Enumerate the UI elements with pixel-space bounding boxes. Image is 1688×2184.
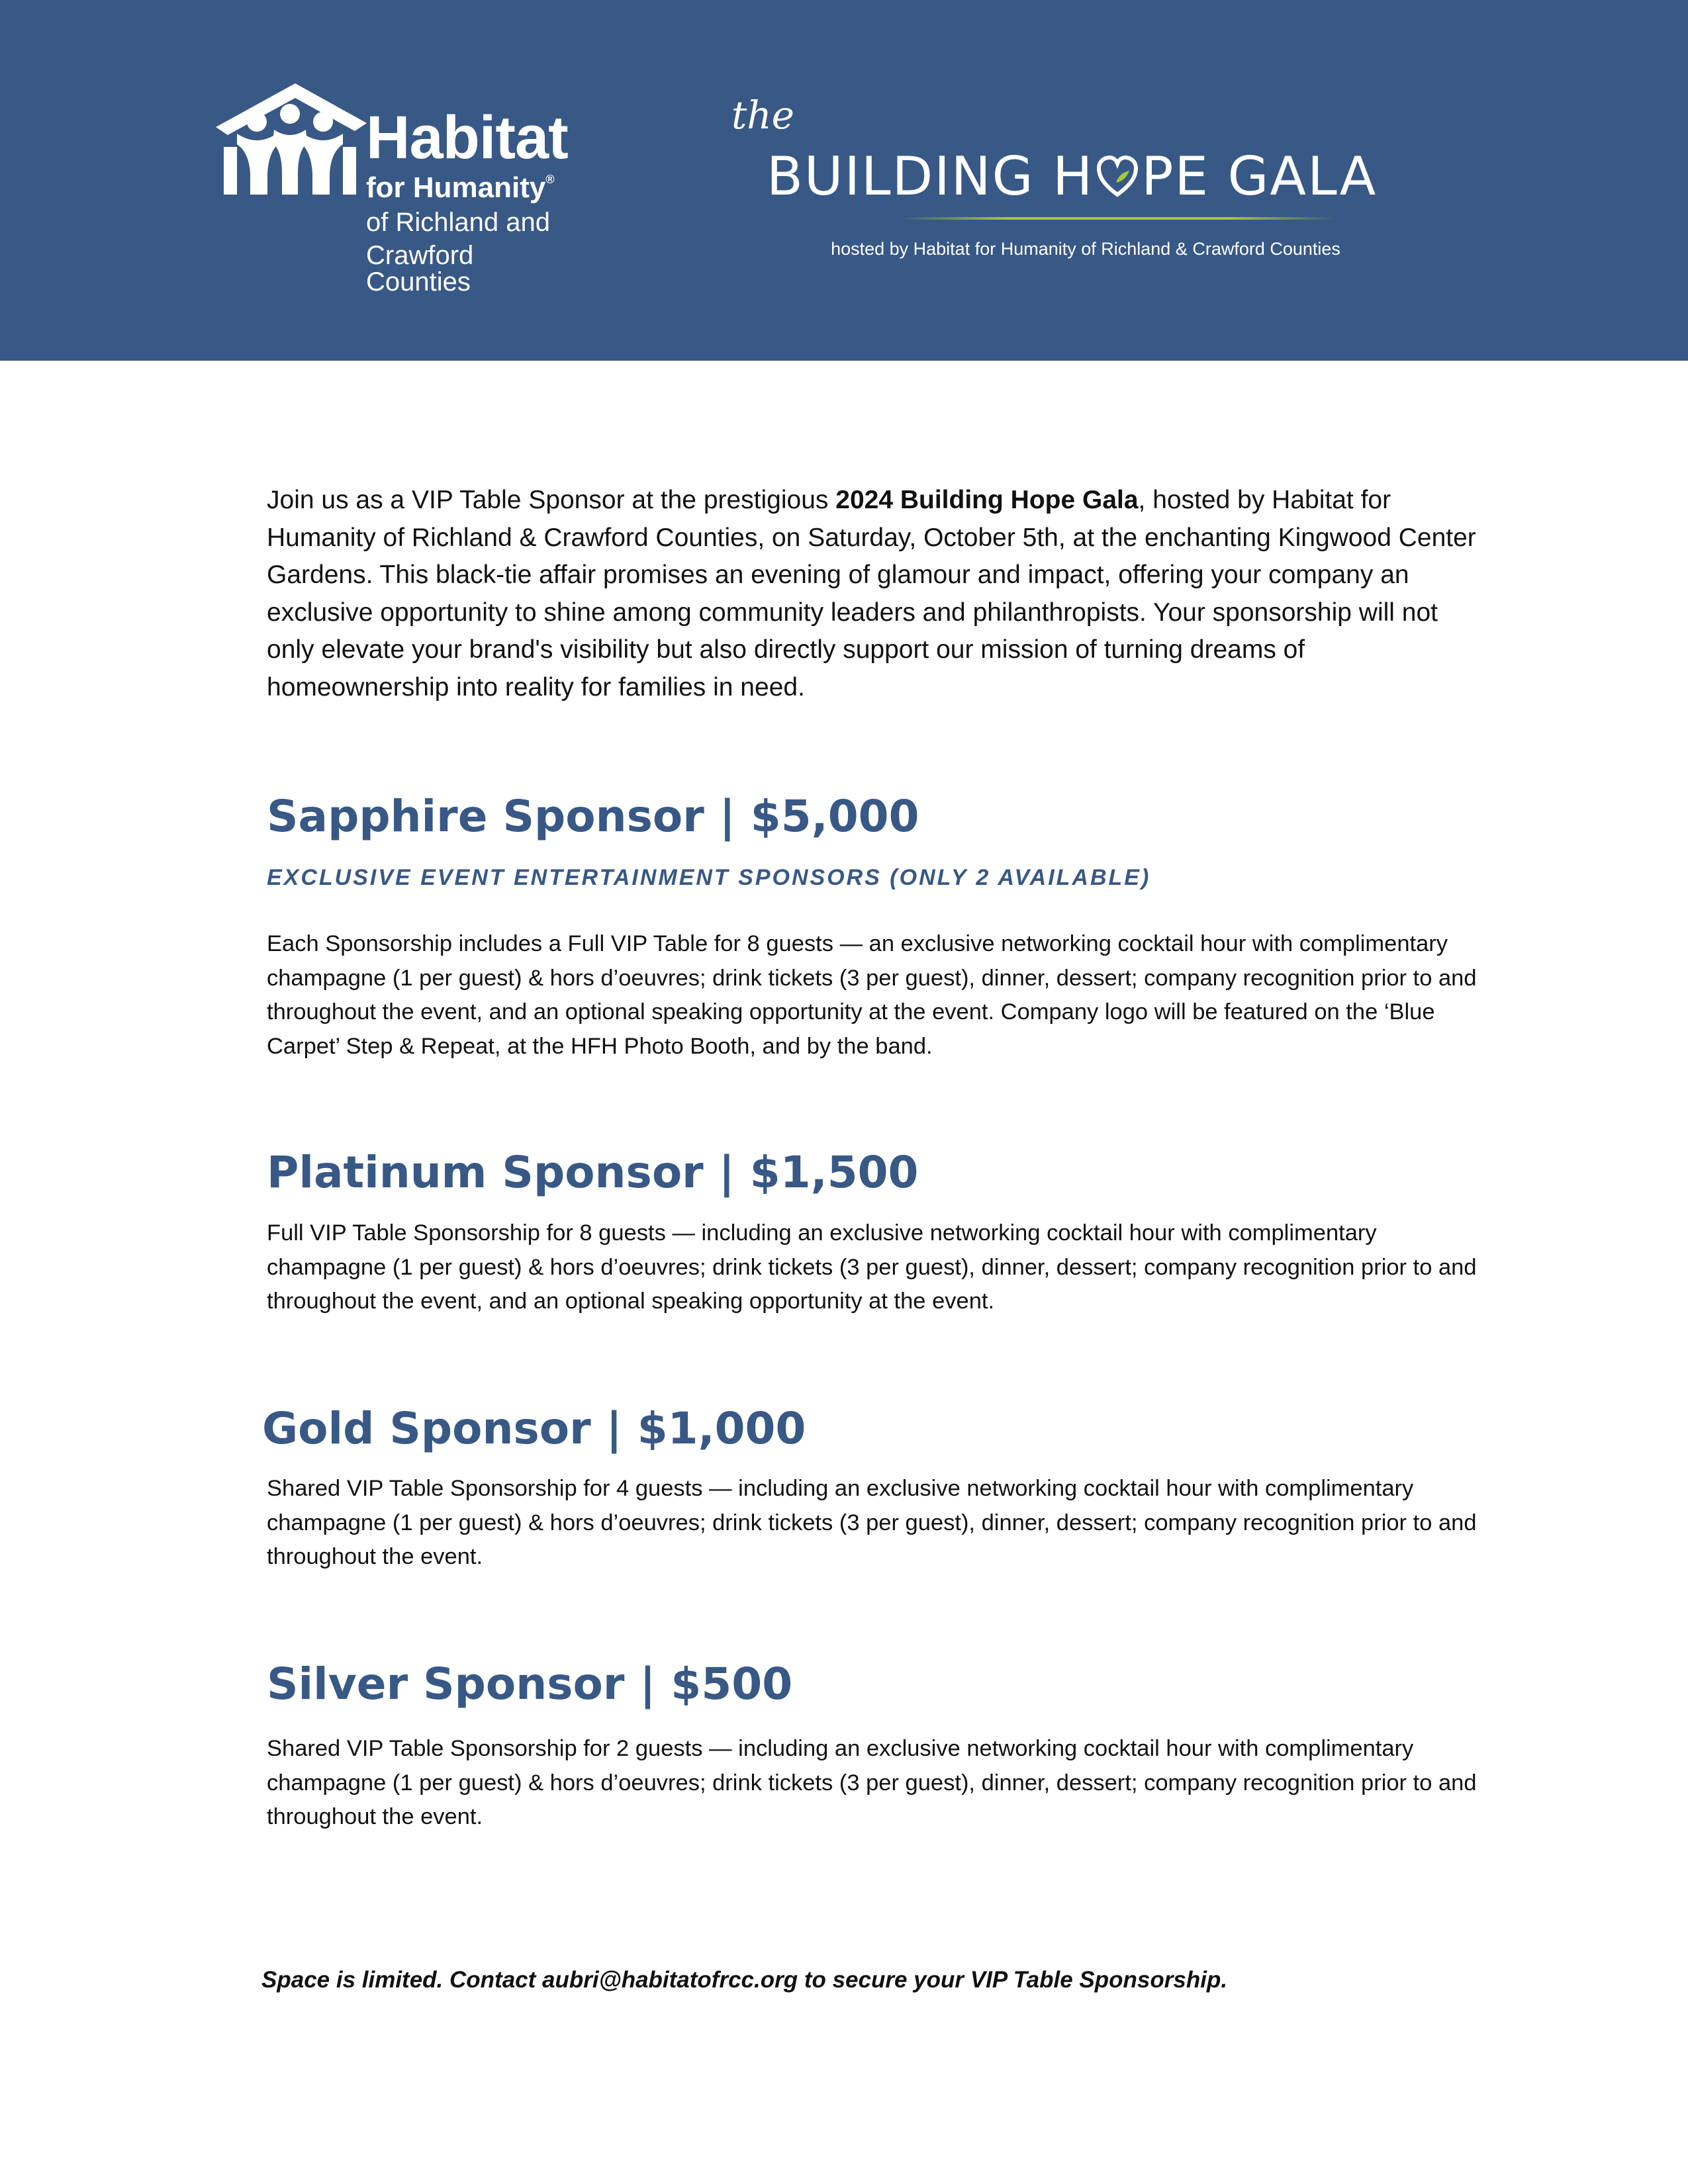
- logo-line-habitat: Habitat: [366, 104, 568, 171]
- habitat-logo-wordmark: [366, 104, 581, 296]
- header-banner: [0, 0, 1688, 361]
- gala-divider: [900, 217, 1337, 220]
- heart-icon: [1096, 155, 1139, 199]
- habitat-logo[interactable]: [211, 81, 581, 296]
- registered-mark: ®: [545, 173, 555, 186]
- silver-title: Silver Sponsor | $500: [267, 1659, 793, 1709]
- sapphire-subtitle: EXCLUSIVE EVENT ENTERTAINMENT SPONSORS (ONLY 2 AVAILABLE): [267, 865, 1151, 890]
- intro-text-start: Join us as a VIP Table Sponsor at the prestigious: [267, 486, 836, 514]
- logo-line-crawford: Crawford Counties: [366, 241, 474, 296]
- intro-event-name: 2024 Building Hope Gala: [835, 486, 1139, 514]
- platinum-title: Platinum Sponsor | $1,500: [267, 1147, 919, 1198]
- gala-title: [767, 146, 1378, 207]
- gala-hosted-by: hosted by Habitat for Humanity of Richland & Crawford Counties: [831, 239, 1340, 259]
- footer-contact-note: Space is limited. Contact aubri@habitatofrcc.org to secure your VIP Table Sponsorship.: [261, 1967, 1228, 1993]
- gala-logo: [728, 93, 1430, 268]
- logo-line-humanity: [366, 173, 581, 203]
- gold-description: Shared VIP Table Sponsorship for 4 guests — including an exclusive networking cocktail hour with complimentary champagne (1 per guest) & hors d’oeuvres; drink tickets (3 per guest), dinner, dessert; company recognition prior to and throughout the event.: [267, 1476, 1477, 1569]
- gala-title-part1: BUILDING H: [767, 146, 1094, 207]
- intro-text-rest: , hosted by Habitat for Humanity of Richland & Crawford Counties, on Saturday, October 5th, at the enchanting Kingwood Center Gardens. This black-tie affair promises an evening of glamour and impact, offering your company an exclusive opportunity to shine among community leaders and philanthropists. Your sponsorship will not only elevate your brand's visibility but also directly support our mission of turning dreams of homeownership into reality for families in need.: [267, 486, 1476, 702]
- intro-paragraph: [267, 482, 1485, 706]
- gala-the-script: the: [731, 93, 794, 138]
- platinum-description: Full VIP Table Sponsorship for 8 guests — including an exclusive networking cocktail hour with complimentary champagne (1 per guest) & hors d’oeuvres; drink tickets (3 per guest), dinner, dessert; company recognition prior to and throughout the event, and an optional speaking opportunity at the event.: [267, 1220, 1477, 1314]
- habitat-house-icon: [211, 81, 369, 200]
- gold-title: Gold Sponsor | $1,000: [262, 1403, 806, 1454]
- logo-line-richland: of Richland and: [366, 208, 550, 237]
- logo-humanity-text: for Humanity: [366, 171, 546, 204]
- sapphire-description: Each Sponsorship includes a Full VIP Table for 8 guests — an exclusive networking cocktail hour with complimentary champagne (1 per guest) & hors d’oeuvres; drink tickets (3 per guest), dinner, dessert; company recognition prior to and throughout the event, and an optional speaking opportunity at the event. Company logo will be featured on the ‘Blue Carpet’ Step & Repeat, at the HFH Photo Booth, and by the band.: [267, 931, 1477, 1059]
- gala-title-part2: PE GALA: [1141, 146, 1378, 207]
- sapphire-title: Sapphire Sponsor | $5,000: [267, 791, 919, 842]
- silver-description: Shared VIP Table Sponsorship for 2 guests — including an exclusive networking cocktail hour with complimentary champagne (1 per guest) & hors d’oeuvres; drink tickets (3 per guest), dinner, dessert; company recognition prior to and throughout the event.: [267, 1736, 1477, 1829]
